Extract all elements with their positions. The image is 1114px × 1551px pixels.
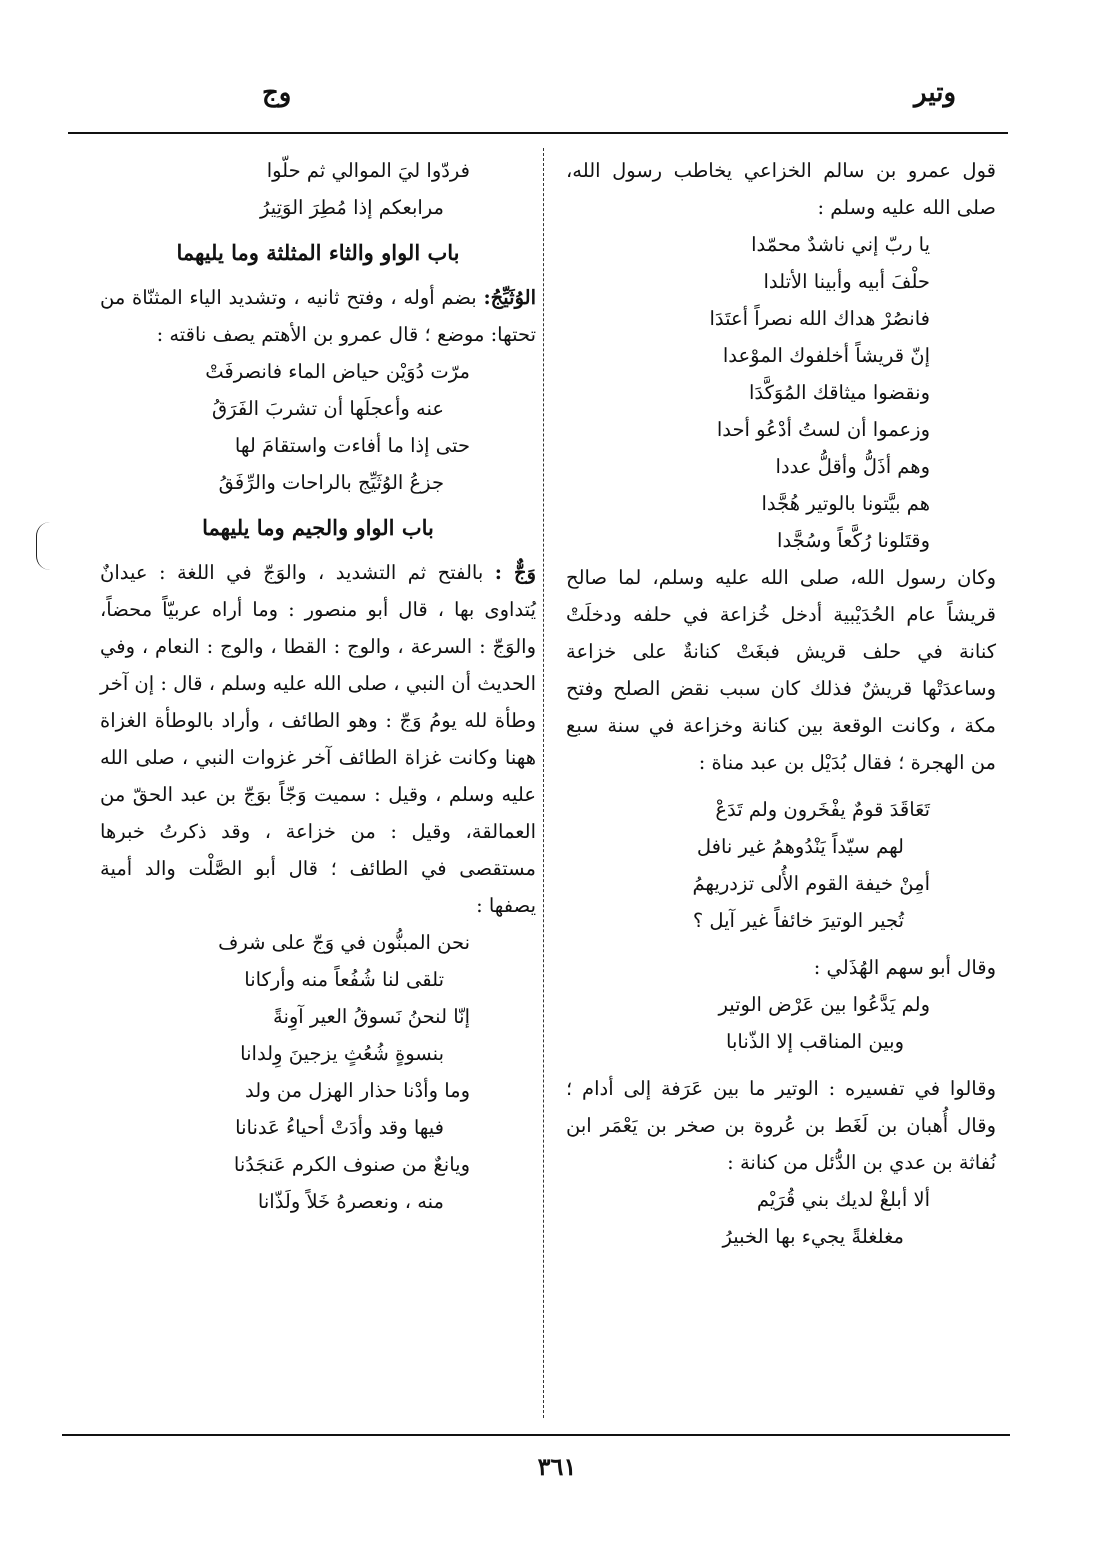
verse-line: حلْفَ أبيه وأبينا الأتلدا [763,270,930,293]
right-poem-2 [566,791,996,939]
verse-line: فانصُرْ هداك الله نصراً أعتَدَا [709,307,930,330]
top-rule [68,132,1008,134]
verse-line: فردّوا ليَ الموالي ثم حلّوا [266,159,470,182]
verse-line: وبين المناقب إلا الذّنابا [726,1030,904,1053]
verse-line: مغلغلةً يجيء بها الخبيرُ [722,1225,904,1248]
verse-line: يا ربّ إني ناشدٌ محمّدا [751,233,930,256]
entry-wuthayyij [100,279,536,353]
verse-line: تلقى لنا شُفُعاً منه وأركانا [244,968,444,991]
verse-line: تَعَاقَدَ قومٌ يفْخَرون ولم تَدَعْ [715,798,930,821]
verse-line: إنّ قريشاً أخلفوك الموْعدا [722,344,930,367]
right-column [566,152,996,1255]
page-number: ٣٦١ [537,1452,577,1481]
verse-line: مرّت دُوَيْن حياض الماء فانصرفَتْ [205,360,470,383]
verse-line: ويانعٌ من صنوف الكرم عَنجَدُنا [233,1153,470,1176]
verse-line: حتى إذا ما أفاءت واستقامَ لها [234,434,470,457]
section-heading-waw-tha: باب الواو والثاء المثلثة وما يليهما [176,240,460,265]
verse-line: وهم أذَلُّ وأقلُّ عددا [775,455,930,478]
verse-line: بنسوةٍ شُعُثٍ يزجينَ وِلدانا [240,1042,444,1065]
right-poem-1 [566,226,996,559]
verse-line: منه ، ونعصرهُ خَلاً ولَذّانا [257,1190,444,1213]
left-poem-2 [100,924,536,1220]
verse-line: أمِنْ خيفة القوم الأُلى تزدريهمُ [692,872,930,895]
entry-headword: الوُثَيِّجُ: [483,286,536,309]
verse-line: وزعموا أن لستُ أدْعُو أحدا [716,418,930,441]
left-column [100,152,536,1220]
verse-line: نحن المبنُّون في وَجّ على شرف [218,931,470,954]
verse-line: فيها وقد وأدَتْ أحياءُ عَدنانا [235,1116,444,1139]
section-heading-waw-jim: باب الواو والجيم وما يليهما [202,515,434,540]
entry-wajj [100,554,536,924]
right-intro: قول عمرو بن سالم الخزاعي يخاطب رسول الله، صلى الله عليه وسلم : [566,159,996,219]
verse-line: لهم سيّداً يَنْدُوهمُ غير نافل [696,835,904,858]
header-left-word: وج [262,78,292,108]
column-divider [543,148,544,1418]
verse-line: تُجير الوتيرَ خائفاً غير آيل ؟ [692,909,904,932]
right-poem-4 [566,1181,996,1255]
left-poem-1 [100,353,536,501]
verse-line: هم بيَّتونا بالوتير هُجَّدا [761,492,930,515]
verse-line: ولم يَدَّعُوا بين عَرْض الوتير [718,993,930,1016]
verse-line: عنه وأعجلَها أن تشربَ الفَرَقُ [211,397,444,420]
entry-text: بالفتح ثم التشديد ، والوَجّ في اللغة : عيدانٌ يُتداوى بها ، قال أبو منصور : وما أراه عربيّاً محضاً، والوَجّ : السرعة ، والوج : القطا ، والوج : النعام ، وفي الحديث أن النبي ، صلى الله عليه وسلم ، قال : إن آخر وطأة لله يومُ وَجّ : وهو الطائف ، وأراد بالوطأة الغزاة ههنا وكانت غزاة الطائف آخر غزوات النبي ، صلى الله عليه وسلم ، وقيل : سميت وَجّاً بوَجّ بن عبد الحقّ من العمالقة، وقيل : من خزاعة ، وقد ذكرتُ خبرها مستقصى في الطائف ؛ قال أبو الصَّلْت والد أمية يصفها : [100,561,536,917]
margin-bracket-mark [36,522,51,570]
verse-line: وما وأدْنا حذار الهزل من ولد [245,1079,470,1102]
right-paragraph-4: وقالوا في تفسيره : الوتير ما بين عَرَفة إلى أدام ؛ وقال أُهبان بن لَغَط بن عُروة بن صخر بن يَعْمَر ابن نُفاثة بن عدي بن الدُّئل من كنانة : [566,1077,996,1174]
verse-line: مرابعكم إذا مُطِرَ الوَتِيرُ [259,196,444,219]
verse-line: ألا أبلغْ لديك بني قُرَيْم [756,1188,930,1211]
bottom-rule [62,1434,1010,1436]
left-poem-0 [100,152,536,226]
verse-line: جزعُ الوُثَيِّج بالراحات والرِّفَقُ [218,471,444,494]
verse-line: وقتَلونا رُكَّعاً وسُجَّدا [777,529,930,552]
verse-line: إنّا لنحنُ نَسوقُ العير آوِنةً [273,1005,470,1028]
entry-headword: وَجٌّ : [494,561,536,584]
entry-text: بضم أوله ، وفتح ثانيه ، وتشديد الياء المثنّاة من تحتها: موضع ؛ قال عمرو بن الأهتم يصف ناقته : [100,286,536,346]
right-poem-3 [566,986,996,1060]
right-paragraph-3: وقال أبو سهم الهُذَلي : [813,956,996,979]
header-right-word: وتير [914,78,956,108]
verse-line: ونقضوا ميثاقك المُوَكَّدَا [748,381,930,404]
right-paragraph-2: وكان رسول الله، صلى الله عليه وسلم، لما صالح قريشاً عام الحُدَيْبية أدخل خُزاعة في حلفه ودخلَتْ كنانة في حلف قريش فبغَتْ كنانةٌ على خزاعة وساعدَتْها قريشٌ فذلك كان سبب نقض الصلح وفتح مكة ، وكانت الوقعة بين كنانة وخزاعة في سنة سبع من الهجرة ؛ فقال بُدَيْل بن عبد مناة : [566,566,996,774]
